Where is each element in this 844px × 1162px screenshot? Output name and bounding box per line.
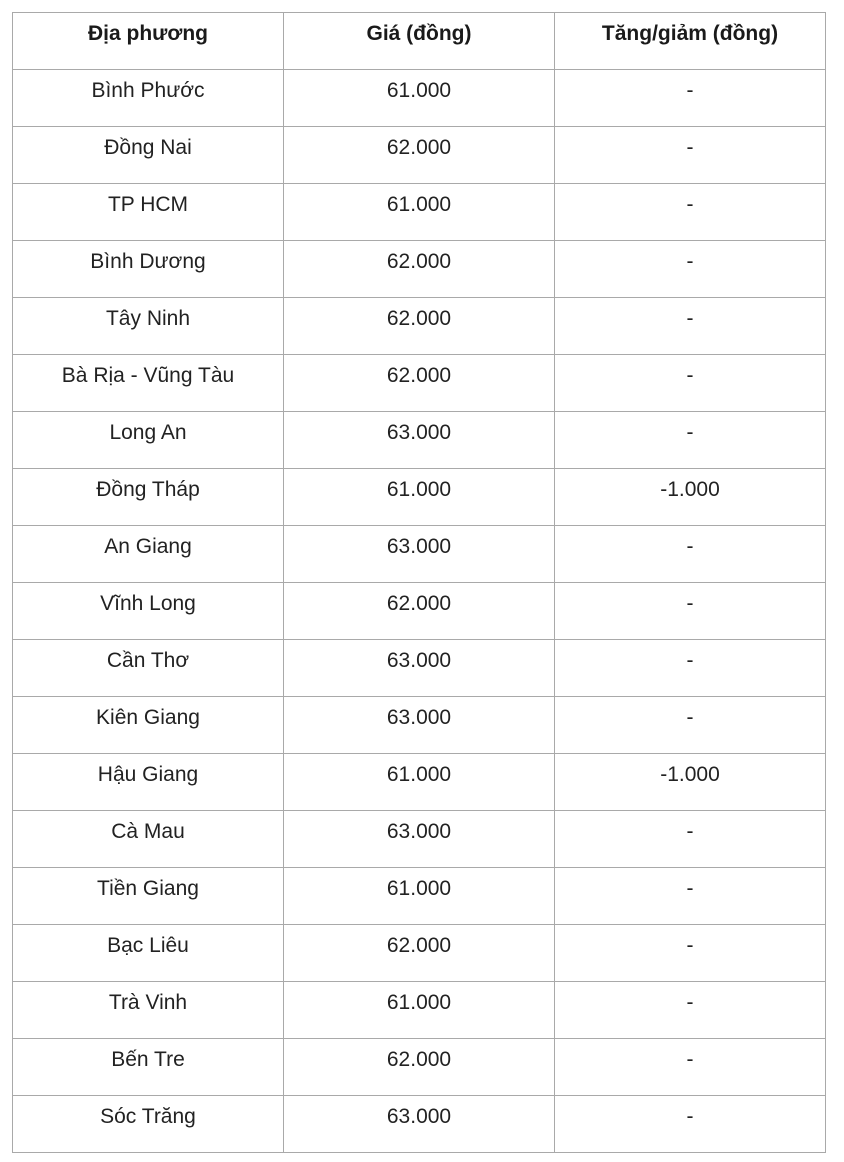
cell-change <box>555 697 826 754</box>
table-row <box>13 526 826 583</box>
cell-change <box>555 925 826 982</box>
cell-price <box>284 868 555 925</box>
table-row <box>13 355 826 412</box>
cell-price <box>284 925 555 982</box>
cell-location-text: Tây Ninh <box>105 307 191 330</box>
cell-price <box>284 754 555 811</box>
column-header-change-label: Tăng/giảm (đồng) <box>601 22 779 45</box>
cell-change <box>555 640 826 697</box>
cell-change <box>555 355 826 412</box>
cell-location-text: Trà Vinh <box>108 991 188 1014</box>
table-row <box>13 298 826 355</box>
table-row <box>13 70 826 127</box>
cell-change-text: - <box>686 136 694 159</box>
cell-change <box>555 811 826 868</box>
cell-price <box>284 640 555 697</box>
cell-location <box>13 1039 284 1096</box>
cell-location <box>13 298 284 355</box>
cell-price-text: 63.000 <box>386 706 452 729</box>
table-row <box>13 697 826 754</box>
cell-change <box>555 127 826 184</box>
cell-price <box>284 811 555 868</box>
column-header-price-label: Giá (đồng) <box>366 22 472 45</box>
cell-location-text: An Giang <box>104 535 192 558</box>
cell-location-text: Sóc Trăng <box>100 1105 196 1128</box>
cell-change <box>555 70 826 127</box>
table-row <box>13 412 826 469</box>
cell-location <box>13 640 284 697</box>
cell-price <box>284 298 555 355</box>
cell-change <box>555 583 826 640</box>
cell-change <box>555 754 826 811</box>
cell-change-text: - <box>686 1048 694 1071</box>
cell-price <box>284 1039 555 1096</box>
cell-change <box>555 298 826 355</box>
table-row <box>13 1096 826 1153</box>
cell-location <box>13 355 284 412</box>
cell-price <box>284 1096 555 1153</box>
cell-price <box>284 469 555 526</box>
cell-change-text: - <box>686 934 694 957</box>
cell-change-text: - <box>686 79 694 102</box>
cell-location-text: Cà Mau <box>111 820 185 843</box>
cell-price-text: 63.000 <box>386 535 452 558</box>
table-row <box>13 583 826 640</box>
cell-location <box>13 1096 284 1153</box>
cell-change <box>555 184 826 241</box>
table-row <box>13 982 826 1039</box>
cell-change-text: -1.000 <box>660 763 720 786</box>
cell-location <box>13 469 284 526</box>
cell-location-text: Tiền Giang <box>97 877 199 900</box>
cell-price-text: 61.000 <box>386 478 452 501</box>
cell-price-text: 63.000 <box>386 421 452 444</box>
cell-change-text: - <box>686 364 694 387</box>
cell-change-text: - <box>686 820 694 843</box>
cell-change-text: - <box>686 535 694 558</box>
cell-location <box>13 526 284 583</box>
cell-location-text: Bạc Liêu <box>107 934 189 957</box>
cell-price-text: 61.000 <box>386 79 452 102</box>
cell-location <box>13 412 284 469</box>
cell-price <box>284 583 555 640</box>
cell-location-text: Bà Rịa - Vũng Tàu <box>61 364 235 387</box>
cell-change-text: - <box>686 250 694 273</box>
cell-change <box>555 1039 826 1096</box>
cell-price <box>284 241 555 298</box>
cell-change <box>555 1096 826 1153</box>
table-row <box>13 241 826 298</box>
cell-price-text: 62.000 <box>386 136 452 159</box>
header-row <box>13 13 826 70</box>
cell-price-text: 62.000 <box>386 307 452 330</box>
cell-change-text: - <box>686 706 694 729</box>
cell-change-text: - <box>686 592 694 615</box>
cell-change-text: - <box>686 649 694 672</box>
cell-change-text: - <box>686 193 694 216</box>
cell-change <box>555 469 826 526</box>
cell-change <box>555 412 826 469</box>
cell-location-text: Hậu Giang <box>97 763 199 786</box>
cell-price-text: 62.000 <box>386 1048 452 1071</box>
column-header-price <box>284 13 555 70</box>
cell-change <box>555 868 826 925</box>
table-body <box>13 70 826 1153</box>
cell-location-text: Cần Thơ <box>106 649 190 672</box>
cell-price <box>284 526 555 583</box>
table-row <box>13 127 826 184</box>
cell-price <box>284 184 555 241</box>
table-row <box>13 640 826 697</box>
table-row <box>13 184 826 241</box>
cell-price-text: 61.000 <box>386 193 452 216</box>
cell-location <box>13 982 284 1039</box>
cell-location-text: Bình Phước <box>91 79 205 102</box>
cell-location-text: Kiên Giang <box>96 706 200 729</box>
cell-location <box>13 127 284 184</box>
price-table-container <box>12 12 825 1153</box>
cell-price-text: 61.000 <box>386 877 452 900</box>
column-header-location-label: Địa phương <box>88 22 208 45</box>
cell-location <box>13 184 284 241</box>
cell-location <box>13 697 284 754</box>
cell-change-text: - <box>686 1105 694 1128</box>
cell-change-text: - <box>686 877 694 900</box>
cell-price <box>284 70 555 127</box>
cell-location-text: Long An <box>109 421 187 444</box>
table-row <box>13 925 826 982</box>
cell-change-text: -1.000 <box>660 478 720 501</box>
table-row <box>13 754 826 811</box>
cell-change-text: - <box>686 307 694 330</box>
cell-location-text: Đồng Tháp <box>96 478 200 501</box>
cell-price <box>284 697 555 754</box>
cell-price-text: 62.000 <box>386 934 452 957</box>
table-header <box>13 13 826 70</box>
cell-price <box>284 355 555 412</box>
table-row <box>13 868 826 925</box>
cell-location <box>13 811 284 868</box>
cell-price-text: 63.000 <box>386 1105 452 1128</box>
cell-price-text: 62.000 <box>386 364 452 387</box>
price-table <box>12 12 826 1153</box>
cell-price-text: 63.000 <box>386 649 452 672</box>
cell-location <box>13 925 284 982</box>
cell-price-text: 62.000 <box>386 592 452 615</box>
cell-location-text: Bến Tre <box>111 1048 185 1071</box>
cell-price <box>284 127 555 184</box>
cell-location-text: Vĩnh Long <box>100 592 196 615</box>
table-row <box>13 811 826 868</box>
cell-location <box>13 754 284 811</box>
column-header-location <box>13 13 284 70</box>
cell-change-text: - <box>686 991 694 1014</box>
cell-price <box>284 412 555 469</box>
column-header-change <box>555 13 826 70</box>
cell-location <box>13 70 284 127</box>
cell-price-text: 61.000 <box>386 991 452 1014</box>
cell-price-text: 62.000 <box>386 250 452 273</box>
cell-location <box>13 241 284 298</box>
cell-price <box>284 982 555 1039</box>
cell-price-text: 63.000 <box>386 820 452 843</box>
table-row <box>13 469 826 526</box>
table-row <box>13 1039 826 1096</box>
cell-change-text: - <box>686 421 694 444</box>
cell-change <box>555 241 826 298</box>
cell-location-text: Bình Dương <box>90 250 206 273</box>
cell-location <box>13 868 284 925</box>
cell-location-text: TP HCM <box>107 193 189 216</box>
cell-location-text: Đồng Nai <box>104 136 192 159</box>
cell-change <box>555 526 826 583</box>
cell-price-text: 61.000 <box>386 763 452 786</box>
cell-location <box>13 583 284 640</box>
cell-change <box>555 982 826 1039</box>
